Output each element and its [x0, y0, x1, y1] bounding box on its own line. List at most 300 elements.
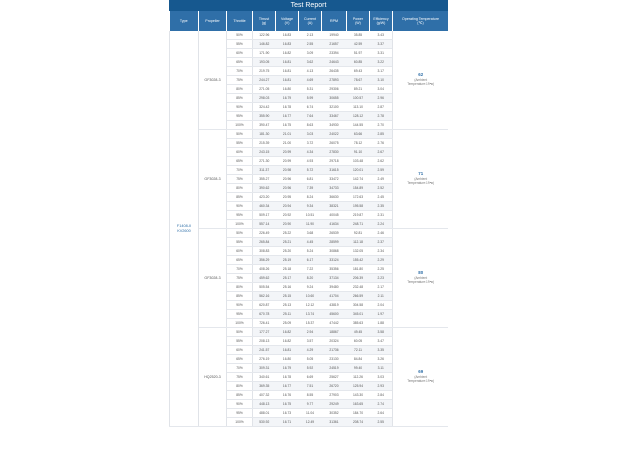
column-header-unit: (g) — [261, 21, 267, 25]
value-cell: 35356 — [322, 265, 347, 274]
value-cell: 3.11 — [370, 364, 393, 373]
value-cell: 16.80 — [276, 355, 299, 364]
value-cell: 171.90 — [253, 49, 276, 58]
column-header-name: Throttle — [233, 19, 246, 23]
motor-type: KV2600 — [177, 228, 191, 233]
value-cell: 181.30 — [253, 130, 276, 139]
column-header — [393, 11, 449, 31]
value-cell: 1.88 — [370, 319, 393, 328]
value-cell: 2.55 — [299, 40, 322, 49]
throttle-cell: 50% — [227, 130, 253, 139]
value-cell: 113.10 — [347, 103, 370, 112]
column-header — [347, 11, 370, 31]
throttle-cell: 70% — [227, 67, 253, 76]
value-cell: 92.81 — [347, 229, 370, 238]
value-cell: 2.59 — [370, 166, 393, 175]
value-cell: 20.96 — [276, 175, 299, 184]
value-cell: 311.37 — [253, 166, 276, 175]
value-cell: 21736 — [322, 346, 347, 355]
value-cell: 530.92 — [253, 418, 276, 427]
value-cell: 20.99 — [276, 157, 299, 166]
value-cell: 8.20 — [299, 274, 322, 283]
value-cell: 33467 — [322, 112, 347, 121]
column-header-unit: (℃) — [417, 21, 424, 25]
value-cell: 4.29 — [299, 346, 322, 355]
throttle-cell: 90% — [227, 301, 253, 310]
value-cell: 215.39 — [253, 139, 276, 148]
ambient-temperature-note: (Ambient — [414, 374, 428, 379]
ambient-temperature-note: Temperature:19℃) — [407, 280, 435, 285]
value-cell: 423.20 — [253, 193, 276, 202]
table-body — [170, 31, 449, 427]
value-cell: 2.93 — [370, 382, 393, 391]
value-cell: 78.67 — [347, 76, 370, 85]
value-cell: 9.34 — [299, 202, 322, 211]
throttle-cell: 70% — [227, 364, 253, 373]
column-header-name: Current — [304, 17, 316, 21]
value-cell: 30352 — [322, 409, 347, 418]
value-cell: 20.92 — [276, 211, 299, 220]
value-cell: 122.96 — [253, 31, 276, 40]
value-cell: 206.39 — [347, 274, 370, 283]
ambient-temperature-note: (Ambient — [414, 77, 428, 82]
value-cell: 3.04 — [370, 85, 393, 94]
value-cell: 16.83 — [276, 40, 299, 49]
throttle-cell: 60% — [227, 346, 253, 355]
operating-temperature-value: 80 — [418, 270, 424, 276]
column-header-unit: (g/W) — [376, 21, 386, 25]
value-cell: 2.55 — [370, 418, 393, 427]
value-cell: 16.77 — [276, 382, 299, 391]
value-cell: 91.10 — [347, 148, 370, 157]
operating-temperature-value: 62 — [418, 72, 424, 78]
value-cell: 39480 — [322, 283, 347, 292]
throttle-cell: 80% — [227, 382, 253, 391]
value-cell: 726.41 — [253, 319, 276, 328]
value-cell: 408.26 — [253, 265, 276, 274]
table-row — [170, 31, 449, 40]
value-cell: 3.03 — [299, 130, 322, 139]
value-cell: 2.67 — [370, 148, 393, 157]
value-cell: 4.45 — [299, 238, 322, 247]
value-cell: 3.10 — [370, 76, 393, 85]
value-cell: 177.27 — [253, 328, 276, 337]
value-cell: 7.39 — [299, 184, 322, 193]
value-cell: 144.55 — [347, 121, 370, 130]
throttle-cell: 100% — [227, 220, 253, 229]
throttle-cell: 75% — [227, 76, 253, 85]
table-row — [170, 130, 449, 139]
column-header-name: Thrust — [258, 17, 270, 21]
value-cell: 6.69 — [299, 373, 322, 382]
column-header-name: Voltage — [281, 17, 293, 21]
throttle-cell: 90% — [227, 400, 253, 409]
value-cell: 24519 — [322, 364, 347, 373]
value-cell: 226.49 — [253, 229, 276, 238]
report-title: Test Report — [169, 0, 448, 11]
value-cell: 2.13 — [299, 31, 322, 40]
value-cell: 6.74 — [299, 103, 322, 112]
value-cell: 18867 — [322, 328, 347, 337]
value-cell: 25.18 — [276, 265, 299, 274]
value-cell: 2.45 — [370, 193, 393, 202]
value-cell: 16.82 — [276, 49, 299, 58]
value-cell: 27903 — [322, 391, 347, 400]
value-cell: 2.70 — [370, 121, 393, 130]
value-cell: 2.34 — [370, 247, 393, 256]
value-cell: 16.78 — [276, 103, 299, 112]
value-cell: 21657 — [322, 40, 347, 49]
ambient-temperature-note: Temperature:19℃) — [407, 82, 435, 87]
value-cell: 3.62 — [299, 58, 322, 67]
value-cell: 3.09 — [299, 49, 322, 58]
value-cell: 390.62 — [253, 184, 276, 193]
value-cell: 324.42 — [253, 103, 276, 112]
value-cell: 29718 — [322, 157, 347, 166]
value-cell: 2.24 — [370, 220, 393, 229]
throttle-cell: 50% — [227, 31, 253, 40]
value-cell: 8.24 — [299, 193, 322, 202]
column-header-name: Type — [179, 19, 188, 23]
value-cell: 60.85 — [347, 58, 370, 67]
throttle-cell: 100% — [227, 319, 253, 328]
throttle-cell: 65% — [227, 355, 253, 364]
value-cell: 407.32 — [253, 391, 276, 400]
value-cell: 16.71 — [276, 418, 299, 427]
value-cell: 11.04 — [299, 409, 322, 418]
value-cell: 7.22 — [299, 265, 322, 274]
value-cell: 16.75 — [276, 400, 299, 409]
table-row — [170, 328, 449, 337]
throttle-cell: 85% — [227, 391, 253, 400]
value-cell: 43819 — [322, 301, 347, 310]
value-cell: 103.48 — [347, 157, 370, 166]
operating-temperature-cell — [393, 130, 449, 229]
table-row — [170, 229, 449, 238]
value-cell: 25.11 — [276, 310, 299, 319]
column-header-name: Propeller — [205, 19, 220, 23]
value-cell: 25.17 — [276, 274, 299, 283]
value-cell: 2.29 — [370, 256, 393, 265]
value-cell: 112.26 — [347, 373, 370, 382]
value-cell: 25.16 — [276, 283, 299, 292]
value-cell: 25.21 — [276, 238, 299, 247]
column-header — [276, 11, 299, 31]
value-cell: 266.59 — [347, 292, 370, 301]
value-cell: 345.01 — [347, 310, 370, 319]
column-header-unit: (V) — [284, 21, 290, 25]
value-cell: 26720 — [322, 382, 347, 391]
value-cell: 2.11 — [370, 292, 393, 301]
value-cell: 20.98 — [276, 166, 299, 175]
value-cell: 16.79 — [276, 94, 299, 103]
value-cell: 2.74 — [370, 400, 393, 409]
value-cell: 308.83 — [253, 247, 276, 256]
operating-temperature-cell — [393, 31, 449, 130]
value-cell: 34930 — [322, 121, 347, 130]
value-cell: 265.84 — [253, 238, 276, 247]
value-cell: 25.13 — [276, 301, 299, 310]
throttle-cell: 100% — [227, 418, 253, 427]
value-cell: 99.40 — [347, 364, 370, 373]
value-cell: 26539 — [322, 229, 347, 238]
value-cell: 60.05 — [347, 337, 370, 346]
column-header-name: Efficiency — [373, 17, 389, 21]
operating-temperature-cell — [393, 328, 449, 427]
value-cell: 24022 — [322, 130, 347, 139]
value-cell: 25.19 — [276, 256, 299, 265]
throttle-cell: 60% — [227, 247, 253, 256]
value-cell: 3.03 — [370, 373, 393, 382]
operating-temperature-value: 69 — [418, 369, 424, 375]
throttle-cell: 75% — [227, 373, 253, 382]
value-cell: 309.31 — [253, 364, 276, 373]
value-cell: 181.80 — [347, 265, 370, 274]
value-cell: 219.75 — [253, 67, 276, 76]
value-cell: 120.01 — [347, 166, 370, 175]
value-cell: 5.72 — [299, 166, 322, 175]
throttle-cell: 60% — [227, 148, 253, 157]
value-cell: 19940 — [322, 31, 347, 40]
motor-type-cell — [170, 31, 199, 427]
propeller-cell: GF3028-3 — [199, 31, 227, 130]
throttle-cell: 95% — [227, 211, 253, 220]
value-cell: 355.90 — [253, 112, 276, 121]
value-cell: 208.13 — [253, 337, 276, 346]
column-header — [299, 11, 322, 31]
throttle-cell: 65% — [227, 256, 253, 265]
value-cell: 4.93 — [299, 157, 322, 166]
value-cell: 11.90 — [299, 220, 322, 229]
value-cell: 505.54 — [253, 283, 276, 292]
value-cell: 20324 — [322, 337, 347, 346]
value-cell: 2.78 — [370, 112, 393, 121]
value-cell: 5.31 — [299, 85, 322, 94]
value-cell: 4.69 — [299, 76, 322, 85]
value-cell: 172.63 — [347, 193, 370, 202]
value-cell: 2.35 — [370, 202, 393, 211]
value-cell: 2.64 — [370, 409, 393, 418]
value-cell: 276.19 — [253, 355, 276, 364]
column-header-name: RPM — [330, 19, 338, 23]
value-cell: 16.76 — [276, 391, 299, 400]
value-cell: 36630 — [322, 193, 347, 202]
value-cell: 21.01 — [276, 130, 299, 139]
ambient-temperature-note: (Ambient — [414, 275, 428, 280]
throttle-cell: 60% — [227, 49, 253, 58]
throttle-cell: 75% — [227, 175, 253, 184]
value-cell: 163.65 — [347, 400, 370, 409]
value-cell: 30868 — [322, 247, 347, 256]
value-cell: 193.05 — [253, 58, 276, 67]
value-cell: 5.99 — [299, 94, 322, 103]
column-header-name: Operating Temperature — [402, 17, 439, 21]
value-cell: 355.27 — [253, 175, 276, 184]
value-cell: 12.12 — [299, 301, 322, 310]
value-cell: 33124 — [322, 256, 347, 265]
value-cell: 4.13 — [299, 67, 322, 76]
value-cell: 340.61 — [253, 373, 276, 382]
throttle-cell: 65% — [227, 157, 253, 166]
throttle-cell: 55% — [227, 238, 253, 247]
value-cell: 26075 — [322, 139, 347, 148]
throttle-cell: 85% — [227, 193, 253, 202]
value-cell: 4.34 — [299, 148, 322, 157]
column-header — [370, 11, 393, 31]
value-cell: 8.63 — [299, 121, 322, 130]
value-cell: 16.81 — [276, 67, 299, 76]
value-cell: 3.26 — [370, 355, 393, 364]
throttle-cell: 75% — [227, 274, 253, 283]
value-cell: 509.17 — [253, 211, 276, 220]
throttle-cell: 80% — [227, 184, 253, 193]
value-cell: 2.85 — [370, 130, 393, 139]
value-cell: 25.15 — [276, 292, 299, 301]
value-cell: 232.48 — [347, 283, 370, 292]
value-cell: 20.94 — [276, 202, 299, 211]
value-cell: 16.73 — [276, 409, 299, 418]
value-cell: 45600 — [322, 310, 347, 319]
propeller-cell: GF3028-3 — [199, 229, 227, 328]
value-cell: 562.16 — [253, 292, 276, 301]
value-cell: 16.81 — [276, 58, 299, 67]
throttle-cell: 85% — [227, 94, 253, 103]
value-cell: 47442 — [322, 319, 347, 328]
value-cell: 20.96 — [276, 184, 299, 193]
value-cell: 49.45 — [347, 328, 370, 337]
value-cell: 195.58 — [347, 202, 370, 211]
value-cell: 298.03 — [253, 94, 276, 103]
value-cell: 2.31 — [370, 211, 393, 220]
value-cell: 7.64 — [299, 112, 322, 121]
value-cell: 72.11 — [347, 346, 370, 355]
value-cell: 271.05 — [253, 85, 276, 94]
value-cell: 3.37 — [370, 40, 393, 49]
value-cell: 21.00 — [276, 139, 299, 148]
header-row — [170, 11, 449, 31]
ambient-temperature-note: Temperature:19℃) — [407, 379, 435, 384]
value-cell: 3.22 — [370, 58, 393, 67]
value-cell: 3.35 — [370, 346, 393, 355]
value-cell: 2.23 — [370, 274, 393, 283]
value-cell: 385.63 — [347, 319, 370, 328]
value-cell: 29249 — [322, 400, 347, 409]
value-cell: 670.78 — [253, 310, 276, 319]
value-cell: 16.78 — [276, 373, 299, 382]
value-cell: 30655 — [322, 94, 347, 103]
value-cell: 40045 — [322, 211, 347, 220]
value-cell: 146.82 — [253, 40, 276, 49]
value-cell: 100.57 — [347, 94, 370, 103]
value-cell: 28599 — [322, 238, 347, 247]
throttle-cell: 65% — [227, 58, 253, 67]
value-cell: 34733 — [322, 184, 347, 193]
throttle-cell: 55% — [227, 337, 253, 346]
value-cell: 9.24 — [299, 283, 322, 292]
throttle-cell: 50% — [227, 229, 253, 238]
column-header — [227, 11, 253, 31]
value-cell: 2.04 — [370, 301, 393, 310]
value-cell: 8.55 — [299, 391, 322, 400]
test-report — [169, 0, 448, 465]
value-cell: 26435 — [322, 67, 347, 76]
value-cell: 244.27 — [253, 76, 276, 85]
value-cell: 620.87 — [253, 301, 276, 310]
value-cell: 23394 — [322, 49, 347, 58]
value-cell: 25.20 — [276, 247, 299, 256]
value-cell: 2.52 — [370, 184, 393, 193]
value-cell: 23130 — [322, 355, 347, 364]
value-cell: 448.13 — [253, 400, 276, 409]
value-cell: 25.09 — [276, 319, 299, 328]
value-cell: 13.74 — [299, 310, 322, 319]
value-cell: 25627 — [322, 373, 347, 382]
value-cell: 5.92 — [299, 364, 322, 373]
motor-type: F1408-II — [176, 223, 192, 228]
value-cell: 20.95 — [276, 193, 299, 202]
value-cell: 16.82 — [276, 328, 299, 337]
propeller-cell: GF3028-3 — [199, 130, 227, 229]
value-cell: 241.57 — [253, 346, 276, 355]
throttle-cell: 70% — [227, 265, 253, 274]
value-cell: 9.77 — [299, 400, 322, 409]
value-cell: 142.74 — [347, 175, 370, 184]
column-header — [322, 11, 347, 31]
throttle-cell: 85% — [227, 292, 253, 301]
value-cell: 6.81 — [299, 175, 322, 184]
throttle-cell: 80% — [227, 283, 253, 292]
value-cell: 248.71 — [347, 220, 370, 229]
value-cell: 132.05 — [347, 247, 370, 256]
value-cell: 69.43 — [347, 67, 370, 76]
value-cell: 2.46 — [370, 229, 393, 238]
throttle-cell: 55% — [227, 139, 253, 148]
value-cell: 3.31 — [370, 49, 393, 58]
value-cell: 3.43 — [370, 31, 393, 40]
value-cell: 125.94 — [347, 382, 370, 391]
value-cell: 20.90 — [276, 220, 299, 229]
value-cell: 10.51 — [299, 211, 322, 220]
value-cell: 29306 — [322, 85, 347, 94]
throttle-cell: 90% — [227, 202, 253, 211]
throttle-cell: 100% — [227, 121, 253, 130]
value-cell: 2.84 — [370, 391, 393, 400]
value-cell: 63.66 — [347, 130, 370, 139]
value-cell: 16.77 — [276, 112, 299, 121]
propeller-cell: HQ2520-3 — [199, 328, 227, 427]
value-cell: 25.22 — [276, 229, 299, 238]
column-header — [170, 11, 199, 31]
value-cell: 2.62 — [370, 157, 393, 166]
value-cell: 488.01 — [253, 409, 276, 418]
value-cell: 24643 — [322, 58, 347, 67]
value-cell: 208.74 — [347, 418, 370, 427]
value-cell: 89.21 — [347, 85, 370, 94]
value-cell: 15.37 — [299, 319, 322, 328]
throttle-cell: 80% — [227, 85, 253, 94]
throttle-cell: 50% — [227, 328, 253, 337]
value-cell: 112.18 — [347, 238, 370, 247]
value-cell: 35.85 — [347, 31, 370, 40]
value-cell: 219.87 — [347, 211, 370, 220]
value-cell: 459.62 — [253, 274, 276, 283]
value-cell: 41634 — [322, 220, 347, 229]
value-cell: 16.81 — [276, 76, 299, 85]
throttle-cell: 70% — [227, 166, 253, 175]
throttle-cell: 55% — [227, 40, 253, 49]
throttle-cell: 95% — [227, 409, 253, 418]
value-cell: 31361 — [322, 418, 347, 427]
